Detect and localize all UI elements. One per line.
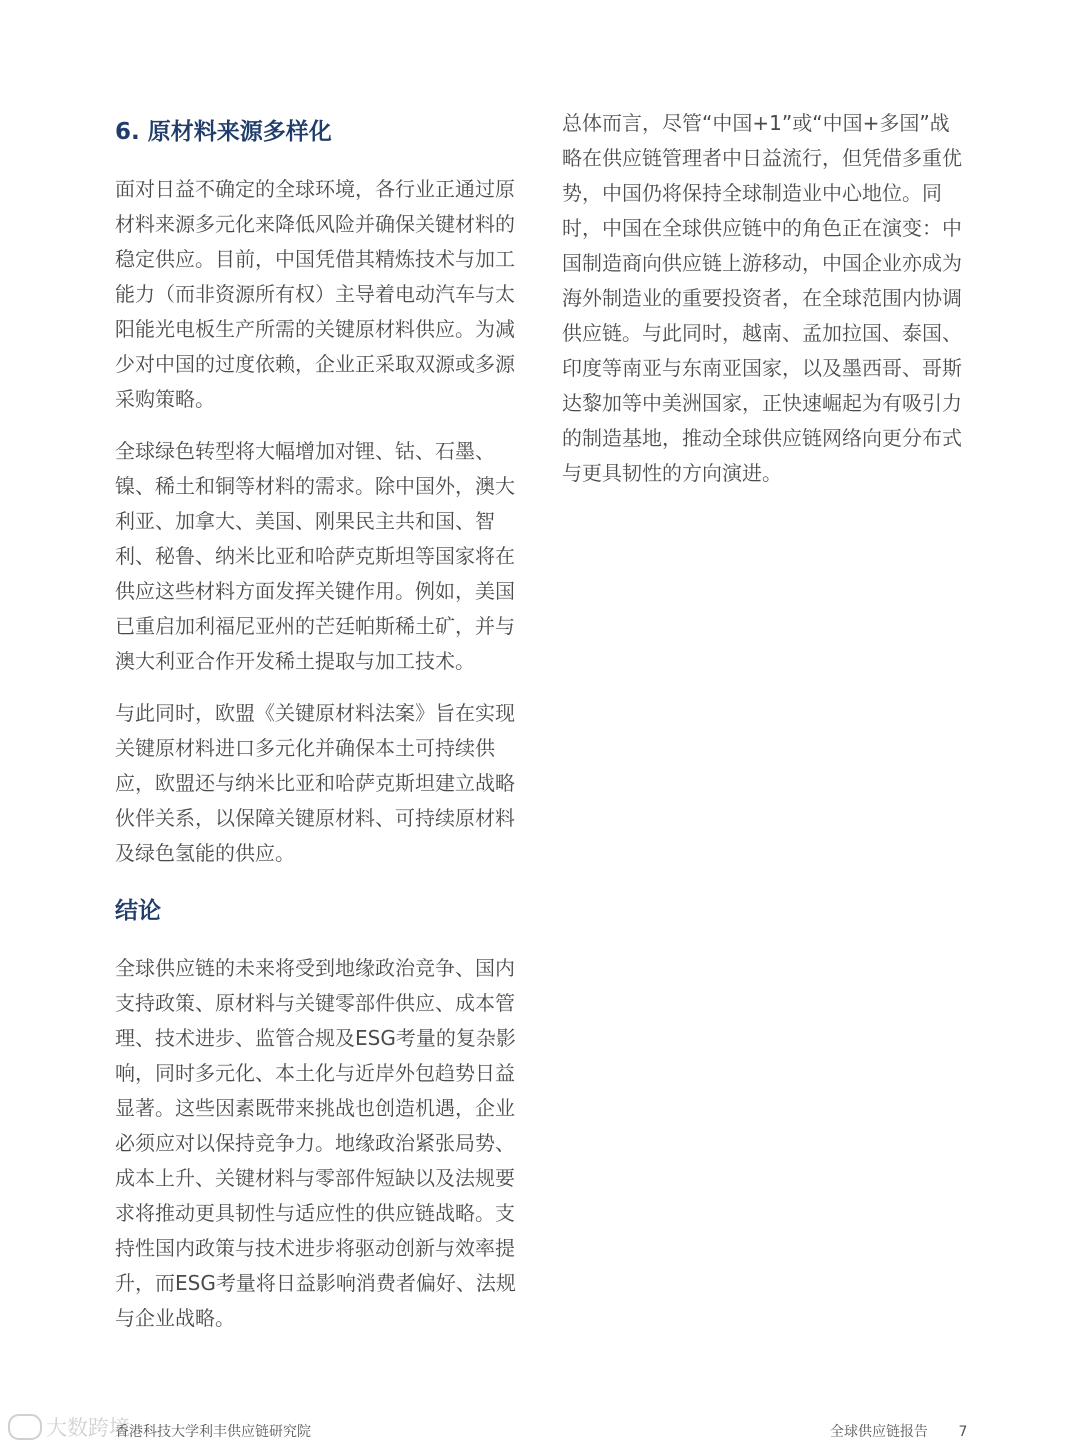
footer-institution: 香港科技大学利丰供应链研究院: [115, 1424, 311, 1440]
watermark-logo-icon: [8, 1414, 42, 1440]
watermark: [8, 1412, 130, 1442]
watermark-text: 大数跨境: [46, 1416, 130, 1440]
paragraph-eu-act: 与此同时，欧盟《关键原材料法案》旨在实现关键原材料进口多元化并确保本土可持续供应，欧盟还与纳米比亚和哈萨克斯坦建立战略伙伴关系，以保障关键原材料、可持续原材料及绿色氢能的供应。: [115, 701, 515, 865]
paragraph-diversification: 面对日益不确定的全球环境，各行业正通过原材料来源多元化来降低风险并确保关键材料的稳定供应。目前，中国凭借其精炼技术与加工能力（而非资源所有权）主导着电动汽车与太阳能光电板生产所需的关键原材料供应。为减少对中国的过度依赖，企业正采取双源或多源采购策略。: [115, 177, 515, 411]
paragraph-conclusion: 全球供应链的未来将受到地缘政治竞争、国内支持政策、原材料与关键零部件供应、成本管理、技术进步、监管合规及ESG考量的复杂影响，同时多元化、本土化与近岸外包趋势日益显著。这些因素既带来挑战也创造机遇，企业必须应对以保持竞争力。地缘政治紧张局势、成本上升、关键材料与零部件短缺以及法规要求将推动更具韧性与适应性的供应链战略。支持性国内政策与技术进步将驱动创新与效率提升，而ESG考量将日益影响消费者偏好、法规与企业战略。: [115, 956, 516, 1330]
footer-report-title: 全球供应链报告: [830, 1424, 928, 1440]
left-column: [115, 100, 527, 1336]
page-number: 7: [958, 1424, 968, 1440]
footer-right: [830, 1421, 967, 1441]
right-column: [562, 100, 962, 491]
section-heading: 6. 原材料来源多样化: [115, 119, 332, 145]
paragraph-overall: 总体而言，尽管“中国+1”或“中国+多国”战略在供应链管理者中日益流行，但凭借多重优势，中国仍将保持全球制造业中心地位。同时，中国在全球供应链中的角色正在演变：中国制造商向供应链上游移动，中国企业亦成为海外制造业的重要投资者，在全球范围内协调供应链。与此同时，越南、孟加拉国、泰国、印度等南亚与东南亚国家，以及墨西哥、哥斯达黎加等中美洲国家，正快速崛起为有吸引力的制造基地，推动全球供应链网络向更分布式与更具韧性的方向演进。: [562, 111, 962, 485]
conclusion-heading: 结论: [115, 898, 161, 924]
paragraph-green-transition: 全球绿色转型将大幅增加对锂、钴、石墨、镍、稀土和铜等材料的需求。除中国外，澳大利亚、加拿大、美国、刚果民主共和国、智利、秘鲁、纳米比亚和哈萨克斯坦等国家将在供应这些材料方面发挥关键作用。例如，美国已重启加利福尼亚州的芒廷帕斯稀土矿，并与澳大利亚合作开发稀土提取与加工技术。: [115, 439, 515, 673]
